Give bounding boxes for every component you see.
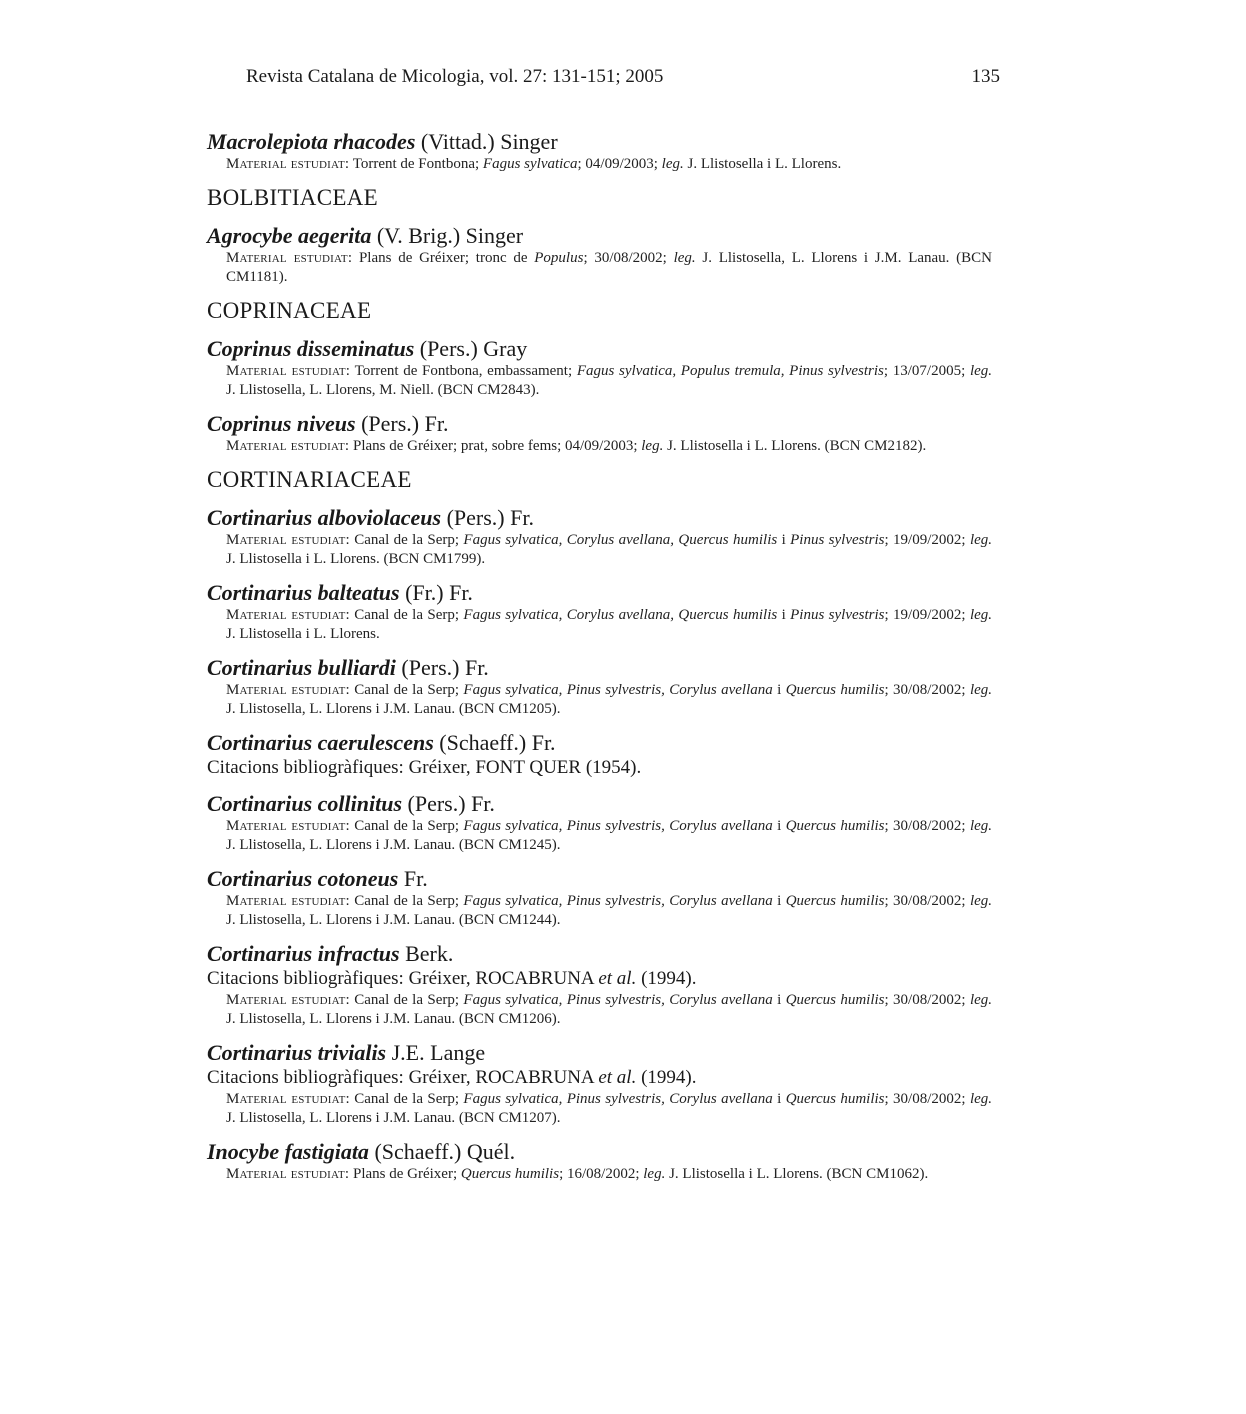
material-text: Canal de la Serp; (354, 682, 464, 698)
family-heading: COPRINACEAE (207, 298, 372, 323)
material-studied (226, 1165, 992, 1184)
material-text: leg. (641, 438, 664, 454)
material-text: leg. (661, 156, 684, 172)
material-text: Quercus humilis (785, 893, 885, 909)
species-author: J.E. Lange (391, 1040, 486, 1065)
species-title (207, 335, 992, 362)
species-list (207, 128, 992, 1194)
material-text: leg. (969, 682, 993, 698)
species-name: Cortinarius cotoneus (207, 866, 399, 891)
species-title (207, 790, 992, 817)
species-author: Berk. (405, 941, 454, 966)
material-text: Fagus sylvatica, Pinus sylvestris, Corylus avellana (463, 992, 773, 1008)
species-name: Coprinus niveus (207, 411, 356, 436)
species-name: Cortinarius alboviolaceus (207, 505, 442, 530)
material-text: leg. (969, 532, 993, 548)
material-text: Fagus sylvatica, Corylus avellana, Quercus humilis (463, 607, 778, 623)
citation-text: Citacions bibliogràfiques: Gréixer, FONT QUER (1954). (207, 757, 642, 778)
material-text: leg. (969, 607, 993, 623)
species-author: (Vittad.) Singer (420, 129, 558, 154)
species-name: Agrocybe aegerita (207, 223, 372, 248)
material-text: ; 30/08/2002; (884, 682, 970, 698)
species-name: Cortinarius infractus (207, 941, 400, 966)
material-text: i (777, 607, 791, 623)
species-title (207, 410, 992, 437)
species-entry (207, 410, 992, 456)
journal-citation: Revista Catalana de Micologia, vol. 27: 131-151; 2005 (246, 66, 664, 87)
material-label: Material estudiat: (226, 607, 350, 623)
citation-text: et al. (598, 1067, 637, 1088)
species-author: (Schaeff.) Fr. (439, 730, 556, 755)
species-title (207, 865, 992, 892)
species-title (207, 729, 992, 756)
material-text: J. Llistosella i L. Llorens. (683, 156, 842, 172)
material-text: Pinus sylvestris (790, 532, 885, 548)
running-header (246, 66, 1000, 92)
species-name: Cortinarius bulliardi (207, 655, 396, 680)
material-text: J. Llistosella, L. Llorens i J.M. Lanau. (BCN CM1207). (226, 1110, 561, 1126)
material-label: Material estudiat: (226, 250, 353, 266)
material-text: Fagus sylvatica, Pinus sylvestris, Corylus avellana (463, 893, 773, 909)
material-label: Material estudiat: (226, 156, 350, 172)
material-text: Torrent de Fontbona; (352, 156, 483, 172)
material-text: leg. (969, 1091, 993, 1107)
material-label: Material estudiat: (226, 363, 351, 379)
material-text: ; 30/08/2002; (884, 893, 970, 909)
material-text: J. Llistosella i L. Llorens. (BCN CM2182). (663, 438, 927, 454)
material-text: Canal de la Serp; (354, 992, 464, 1008)
species-name: Inocybe fastigiata (207, 1139, 369, 1164)
material-text: Canal de la Serp; (354, 1091, 464, 1107)
species-author: (V. Brig.) Singer (376, 223, 524, 248)
material-text: Canal de la Serp; (354, 818, 464, 834)
material-text: Fagus sylvatica, Pinus sylvestris, Corylus avellana (463, 682, 773, 698)
material-label: Material estudiat: (226, 992, 350, 1008)
material-studied (226, 817, 992, 855)
material-label: Material estudiat: (226, 1091, 350, 1107)
page-number: 135 (971, 66, 1000, 87)
material-text: ; 13/07/2005; (883, 363, 970, 379)
material-studied (226, 991, 992, 1029)
material-text: leg. (969, 363, 993, 379)
species-entry (207, 222, 992, 287)
material-text: Quercus humilis (785, 992, 885, 1008)
material-text: ; 30/08/2002; (583, 250, 674, 266)
material-text: ; 16/08/2002; (559, 1166, 644, 1182)
material-text: Canal de la Serp; (354, 532, 464, 548)
species-author: (Pers.) Fr. (446, 505, 534, 530)
species-title (207, 579, 992, 606)
material-text: J. Llistosella, L. Llorens i J.M. Lanau. (BCN CM1181). (226, 250, 993, 285)
material-text: Quercus humilis (785, 682, 885, 698)
material-text: ; 04/09/2003; (577, 156, 662, 172)
species-entry (207, 790, 992, 855)
material-text: J. Llistosella i L. Llorens. (226, 626, 380, 642)
material-label: Material estudiat: (226, 682, 350, 698)
material-text: Quercus humilis (460, 1166, 560, 1182)
material-text: Canal de la Serp; (354, 893, 464, 909)
material-text: Quercus humilis (785, 818, 885, 834)
species-author: (Pers.) Fr. (361, 411, 449, 436)
material-studied (226, 437, 992, 456)
material-text: J. Llistosella i L. Llorens. (BCN CM1062). (665, 1166, 929, 1182)
species-entry (207, 579, 992, 644)
material-text: leg. (969, 992, 993, 1008)
bibliographic-citation (207, 756, 992, 780)
material-text: i (777, 532, 791, 548)
material-text: Fagus sylvatica, Corylus avellana, Quercus humilis (463, 532, 778, 548)
material-text: J. Llistosella, L. Llorens i J.M. Lanau. (BCN CM1244). (226, 912, 561, 928)
material-text: ; 30/08/2002; (884, 992, 970, 1008)
material-text: ; 19/09/2002; (884, 607, 970, 623)
material-text: Fagus sylvatica, Pinus sylvestris, Corylus avellana (463, 818, 773, 834)
material-text: ; 30/08/2002; (884, 1091, 970, 1107)
material-text: Torrent de Fontbona, embassament; (354, 363, 577, 379)
species-entry (207, 940, 992, 1029)
species-entry (207, 335, 992, 400)
material-text: J. Llistosella, L. Llorens i J.M. Lanau. (BCN CM1206). (226, 1011, 561, 1027)
material-label: Material estudiat: (226, 893, 350, 909)
citation-text: Citacions bibliogràfiques: Gréixer, ROCABRUNA (207, 968, 599, 989)
material-text: Populus (534, 250, 584, 266)
material-text: Plans de Gréixer; tronc de (358, 250, 535, 266)
material-text: Fagus sylvatica, Populus tremula, Pinus sylvestris (576, 363, 884, 379)
material-studied (226, 362, 992, 400)
material-text: Quercus humilis (785, 1091, 885, 1107)
material-text: Pinus sylvestris (790, 607, 885, 623)
species-entry (207, 654, 992, 719)
material-text: Fagus sylvatica (482, 156, 578, 172)
bibliographic-citation (207, 1066, 992, 1090)
species-entry (207, 729, 992, 780)
citation-text: Citacions bibliogràfiques: Gréixer, ROCABRUNA (207, 1067, 599, 1088)
species-author: (Pers.) Fr. (401, 655, 489, 680)
citation-text: (1994). (636, 1067, 697, 1088)
material-text: leg. (969, 818, 993, 834)
citation-text: (1994). (636, 968, 697, 989)
material-studied (226, 892, 992, 930)
material-text: Canal de la Serp; (354, 607, 464, 623)
material-text: J. Llistosella i L. Llorens. (BCN CM1799). (226, 551, 486, 567)
material-text: J. Llistosella, L. Llorens i J.M. Lanau. (BCN CM1245). (226, 837, 561, 853)
material-text: i (772, 893, 786, 909)
material-text: leg. (969, 893, 993, 909)
species-title (207, 1138, 992, 1165)
species-entry (207, 865, 992, 930)
material-text: Fagus sylvatica, Pinus sylvestris, Corylus avellana (463, 1091, 773, 1107)
species-name: Cortinarius trivialis (207, 1040, 387, 1065)
material-label: Material estudiat: (226, 438, 350, 454)
material-text: i (772, 992, 786, 1008)
material-studied (226, 606, 992, 644)
material-text: i (772, 682, 786, 698)
material-text: Plans de Gréixer; prat, sobre fems; 04/09/2003; (352, 438, 642, 454)
species-title (207, 128, 992, 155)
citation-text: et al. (598, 968, 637, 989)
family-heading: CORTINARIACEAE (207, 467, 412, 492)
species-entry (207, 1039, 992, 1128)
material-label: Material estudiat: (226, 818, 350, 834)
species-entry (207, 504, 992, 569)
material-label: Material estudiat: (226, 532, 350, 548)
species-title (207, 1039, 992, 1066)
material-studied (226, 155, 992, 174)
species-name: Cortinarius caerulescens (207, 730, 434, 755)
material-studied (226, 531, 992, 569)
species-author: (Pers.) Gray (419, 336, 528, 361)
material-studied (226, 681, 992, 719)
material-text: ; 19/09/2002; (884, 532, 970, 548)
family-heading: BOLBITIACEAE (207, 185, 378, 210)
species-title (207, 940, 992, 967)
species-name: Cortinarius balteatus (207, 580, 400, 605)
species-title (207, 504, 992, 531)
material-text: i (772, 1091, 786, 1107)
species-author: (Fr.) Fr. (405, 580, 473, 605)
species-title (207, 222, 992, 249)
material-text: i (772, 818, 786, 834)
species-title (207, 654, 992, 681)
material-text: ; 30/08/2002; (884, 818, 970, 834)
material-text: J. Llistosella, L. Llorens i J.M. Lanau. (BCN CM1205). (226, 701, 561, 717)
species-author: (Pers.) Fr. (407, 791, 495, 816)
species-name: Macrolepiota rhacodes (207, 129, 416, 154)
bibliographic-citation (207, 967, 992, 991)
species-name: Coprinus disseminatus (207, 336, 415, 361)
material-studied (226, 1090, 992, 1128)
material-studied (226, 249, 992, 287)
species-entry (207, 128, 992, 174)
species-author: (Schaeff.) Quél. (374, 1139, 516, 1164)
species-name: Cortinarius collinitus (207, 791, 403, 816)
material-text: leg. (643, 1166, 666, 1182)
species-entry (207, 1138, 992, 1184)
material-text: J. Llistosella, L. Llorens, M. Niell. (BCN CM2843). (226, 382, 540, 398)
material-text: Plans de Gréixer; (352, 1166, 461, 1182)
material-label: Material estudiat: (226, 1166, 350, 1182)
material-text: leg. (673, 250, 696, 266)
species-author: Fr. (403, 866, 428, 891)
